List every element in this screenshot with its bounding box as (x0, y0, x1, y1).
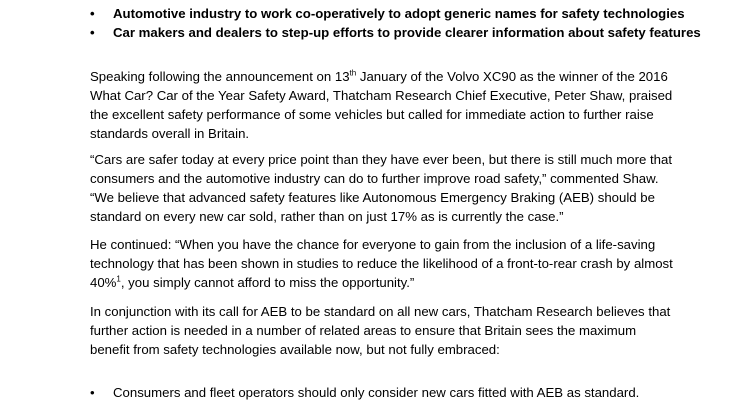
paragraph-line (90, 273, 680, 292)
bullet-icon: • (90, 385, 95, 400)
paragraph-line: technology that has been shown in studies to reduce the likelihood of a front-to-rear crash by almost (90, 256, 673, 271)
paragraph-line: standards overall in Britain. (90, 126, 250, 141)
paragraph-line: standard on every new car sold, rather than on just 17% as is currently the case.” (90, 209, 564, 224)
bullet-icon: • (90, 25, 95, 40)
paragraph-announcement (90, 67, 680, 143)
paragraph-line: “Cars are safer today at every price point than they have ever been, but there is still much more that (90, 152, 673, 167)
footnote-marker: 1 (116, 274, 121, 284)
key-point-text: Automotive industry to work co-operatively to adopt generic names for safety technologies (113, 6, 685, 21)
recommendation-text: Consumers and fleet operators should only consider new cars fitted with AEB as standard. (113, 385, 640, 400)
key-points-list (90, 4, 730, 42)
key-point-item (90, 4, 730, 23)
text-run: , you simply cannot afford to miss the opportunity.” (120, 275, 415, 290)
recommendation-item (90, 383, 730, 402)
paragraph-line: benefit from safety technologies available now, but not fully embraced: (90, 342, 500, 357)
text-run: Speaking following the announcement on 13 (90, 69, 350, 84)
paragraph-line: He continued: “When you have the chance for everyone to gain from the inclusion of a life-saving (90, 237, 656, 252)
paragraph-line: In conjunction with its call for AEB to be standard on all new cars, Thatcham Research believes that (90, 304, 671, 319)
paragraph-conjunction (90, 302, 680, 359)
superscript: th (349, 68, 357, 78)
paragraph-line (90, 67, 680, 86)
paragraph-line: What Car? Car of the Year Safety Award, Thatcham Research Chief Executive, Peter Shaw, praised (90, 88, 673, 103)
paragraph-line: consumers and the automotive industry can do to further improve road safety,” commented Shaw. (90, 171, 659, 186)
key-point-item (90, 23, 730, 42)
recommendations-list (90, 383, 730, 402)
paragraph-line: further action is needed in a number of related areas to ensure that Britain sees the maximum (90, 323, 637, 338)
paragraph-quote (90, 150, 680, 226)
bullet-icon: • (90, 6, 95, 21)
paragraph-line: “We believe that advanced safety features like Autonomous Emergency Braking (AEB) should be (90, 190, 655, 205)
text-run: January of the Volvo XC90 as the winner of the 2016 (356, 69, 668, 84)
paragraph-continued (90, 235, 680, 292)
key-point-text: Car makers and dealers to step-up efforts to provide clearer information about safety features (113, 25, 701, 40)
paragraph-line: the excellent safety performance of some vehicles but called for immediate action to further raise (90, 107, 654, 122)
text-run: 40% (90, 275, 117, 290)
